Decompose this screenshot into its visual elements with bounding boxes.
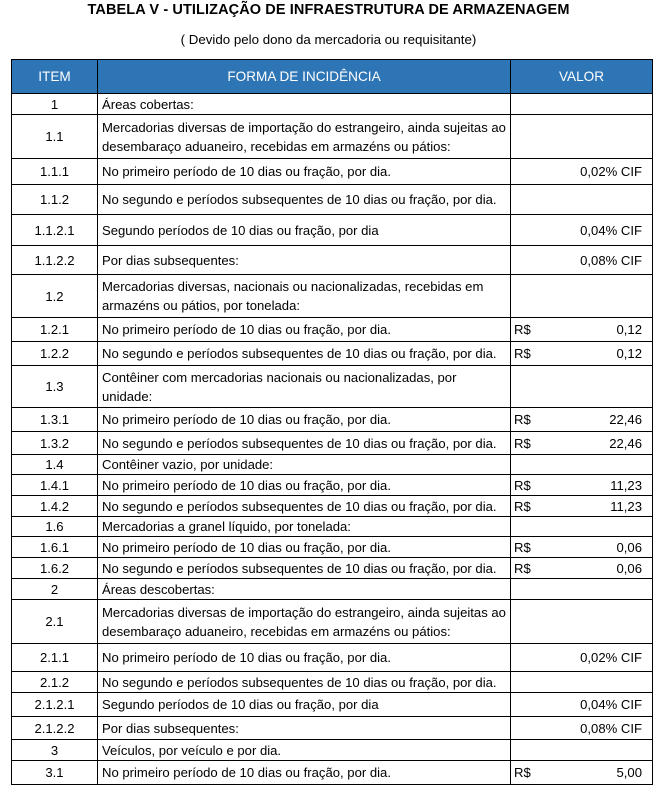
- header-row: [12, 60, 653, 94]
- description-cell: Mercadorias diversas de importação do estrangeiro, ainda sujeitas ao desembaraço aduaneiro, recebidas em armazéns ou pátios:: [98, 600, 511, 644]
- table-row: [12, 185, 653, 215]
- item-cell: 1.1.2: [12, 185, 98, 215]
- currency-symbol: R$: [514, 435, 531, 451]
- currency-symbol: R$: [514, 539, 531, 555]
- value-cell: [511, 537, 653, 558]
- description-cell: No primeiro período de 10 dias ou fração, por dia.: [98, 644, 511, 672]
- item-cell: 1.1.1: [12, 159, 98, 185]
- value-cell: [511, 408, 653, 432]
- item-cell: 2.1.1: [12, 644, 98, 672]
- table-row: [12, 455, 653, 475]
- table-row: [12, 318, 653, 342]
- description-cell: No segundo e períodos subsequentes de 10 dias ou fração, por dia.: [98, 185, 511, 215]
- item-cell: 1.1.2.2: [12, 246, 98, 275]
- value-cell: [511, 672, 653, 693]
- value-amount: 5,00: [616, 765, 642, 780]
- value-amount: 0,08% CIF: [580, 720, 642, 736]
- item-cell: 2.1: [12, 600, 98, 644]
- item-cell: 1.6.2: [12, 558, 98, 579]
- item-cell: 1.3.2: [12, 432, 98, 455]
- item-cell: 3: [12, 740, 98, 761]
- table-row: [12, 693, 653, 717]
- table-row: [12, 275, 653, 318]
- value-cell: [511, 455, 653, 475]
- value-amount: 0,04% CIF: [580, 697, 642, 712]
- value-amount: 0,12: [616, 322, 642, 337]
- item-cell: 1.2.1: [12, 318, 98, 342]
- item-cell: 1.3.1: [12, 408, 98, 432]
- description-cell: No primeiro período de 10 dias ou fração, por dia.: [98, 318, 511, 342]
- description-cell: No segundo e períodos subsequentes de 10 dias ou fração, por dia.: [98, 342, 511, 366]
- item-cell: 1.4.1: [12, 475, 98, 496]
- description-cell: No primeiro período de 10 dias ou fração, por dia.: [98, 761, 511, 785]
- description-cell: No primeiro período de 10 dias ou fração, por dia.: [98, 159, 511, 185]
- item-cell: 2.1.2: [12, 672, 98, 693]
- item-cell: 3.1: [12, 761, 98, 785]
- description-cell: No primeiro período de 10 dias ou fração, por dia.: [98, 475, 511, 496]
- table-row: [12, 717, 653, 740]
- item-cell: 1.3: [12, 366, 98, 408]
- table-row: [12, 740, 653, 761]
- item-cell: 1.1: [12, 115, 98, 159]
- description-cell: Por dias subsequentes:: [98, 717, 511, 740]
- description-cell: Por dias subsequentes:: [98, 246, 511, 275]
- description-cell: Mercadorias diversas, nacionais ou nacionalizadas, recebidas em armazéns ou pátios, por tonelada:: [98, 275, 511, 318]
- value-cell: [511, 342, 653, 366]
- value-cell: [511, 517, 653, 537]
- item-cell: 2.1.2.1: [12, 693, 98, 717]
- value-amount: 0,02% CIF: [580, 650, 642, 665]
- value-cell: [511, 366, 653, 408]
- description-cell: Áreas descobertas:: [98, 579, 511, 600]
- value-cell: [511, 318, 653, 342]
- value-cell: [511, 558, 653, 579]
- item-cell: 1.4.2: [12, 496, 98, 517]
- table-row: [12, 215, 653, 246]
- value-cell: [511, 94, 653, 115]
- description-cell: No primeiro período de 10 dias ou fração, por dia.: [98, 408, 511, 432]
- description-cell: No segundo e períodos subsequentes de 10 dias ou fração, por dia.: [98, 496, 511, 517]
- table-row: [12, 115, 653, 159]
- value-cell: [511, 693, 653, 717]
- table-title: TABELA V - UTILIZAÇÃO DE INFRAESTRUTURA DE ARMAZENAGEM: [87, 2, 570, 18]
- value-amount: 0,06: [616, 560, 642, 576]
- item-cell: 1.4: [12, 455, 98, 475]
- table-row: [12, 600, 653, 644]
- value-cell: [511, 159, 653, 185]
- description-cell: Áreas cobertas:: [98, 94, 511, 115]
- description-cell: No segundo e períodos subsequentes de 10 dias ou fração, por dia.: [98, 672, 511, 693]
- description-cell: Segundo períodos de 10 dias ou fração, por dia: [98, 215, 511, 246]
- value-cell: [511, 215, 653, 246]
- currency-symbol: R$: [514, 477, 531, 493]
- value-cell: [511, 644, 653, 672]
- header-forma: FORMA DE INCIDÊNCIA: [98, 60, 511, 94]
- table-row: [12, 408, 653, 432]
- value-cell: [511, 275, 653, 318]
- table-row: [12, 517, 653, 537]
- table-row: [12, 558, 653, 579]
- table-row: [12, 432, 653, 455]
- value-cell: [511, 496, 653, 517]
- value-cell: [511, 246, 653, 275]
- table-row: [12, 644, 653, 672]
- item-cell: 1.2: [12, 275, 98, 318]
- value-amount: 22,46: [609, 435, 642, 451]
- item-cell: 1: [12, 94, 98, 115]
- item-cell: 1.2.2: [12, 342, 98, 366]
- description-cell: Segundo períodos de 10 dias ou fração, por dia: [98, 693, 511, 717]
- table-row: [12, 672, 653, 693]
- description-cell: Mercadorias diversas de importação do estrangeiro, ainda sujeitas ao desembaraço aduaneiro, recebidas em armazéns ou pátios:: [98, 115, 511, 159]
- value-amount: 11,23: [610, 498, 642, 514]
- header-valor: VALOR: [511, 60, 653, 94]
- value-cell: [511, 717, 653, 740]
- currency-symbol: R$: [514, 346, 531, 361]
- value-amount: 11,23: [610, 477, 642, 493]
- value-cell: [511, 600, 653, 644]
- value-cell: [511, 115, 653, 159]
- table-row: [12, 537, 653, 558]
- header-item: ITEM: [12, 60, 98, 94]
- value-cell: [511, 761, 653, 785]
- value-amount: 0,02% CIF: [580, 164, 642, 179]
- value-cell: [511, 475, 653, 496]
- description-cell: No segundo e períodos subsequentes de 10 dias ou fração, por dia.: [98, 558, 511, 579]
- value-amount: 0,08% CIF: [580, 252, 642, 268]
- description-cell: Veículos, por veículo e por dia.: [98, 740, 511, 761]
- currency-symbol: R$: [514, 412, 531, 427]
- description-cell: No primeiro período de 10 dias ou fração, por dia.: [98, 537, 511, 558]
- table-row: [12, 579, 653, 600]
- currency-symbol: R$: [514, 322, 531, 337]
- table-row: [12, 496, 653, 517]
- value-amount: 0,12: [616, 346, 642, 361]
- value-amount: 0,06: [616, 539, 642, 555]
- table-row: [12, 761, 653, 785]
- table-row: [12, 94, 653, 115]
- item-cell: 2: [12, 579, 98, 600]
- description-cell: Contêiner com mercadorias nacionais ou nacionalizadas, por unidade:: [98, 366, 511, 408]
- currency-symbol: R$: [514, 560, 531, 576]
- table-row: [12, 342, 653, 366]
- table-row: [12, 366, 653, 408]
- description-cell: Mercadorias a granel líquido, por tonelada:: [98, 517, 511, 537]
- item-cell: 2.1.2.2: [12, 717, 98, 740]
- tariff-table: [11, 59, 653, 785]
- value-cell: [511, 432, 653, 455]
- table-row: [12, 475, 653, 496]
- value-amount: 0,04% CIF: [580, 222, 642, 238]
- value-cell: [511, 740, 653, 761]
- item-cell: 1.6.1: [12, 537, 98, 558]
- table-row: [12, 246, 653, 275]
- item-cell: 1.6: [12, 517, 98, 537]
- item-cell: 1.1.2.1: [12, 215, 98, 246]
- description-cell: Contêiner vazio, por unidade:: [98, 455, 511, 475]
- value-cell: [511, 185, 653, 215]
- currency-symbol: R$: [514, 765, 531, 780]
- table-subtitle: ( Devido pelo dono da mercadoria ou requisitante): [180, 32, 477, 47]
- currency-symbol: R$: [514, 498, 531, 514]
- table-row: [12, 159, 653, 185]
- description-cell: No segundo e períodos subsequentes de 10 dias ou fração, por dia.: [98, 432, 511, 455]
- value-cell: [511, 579, 653, 600]
- value-amount: 22,46: [609, 412, 642, 427]
